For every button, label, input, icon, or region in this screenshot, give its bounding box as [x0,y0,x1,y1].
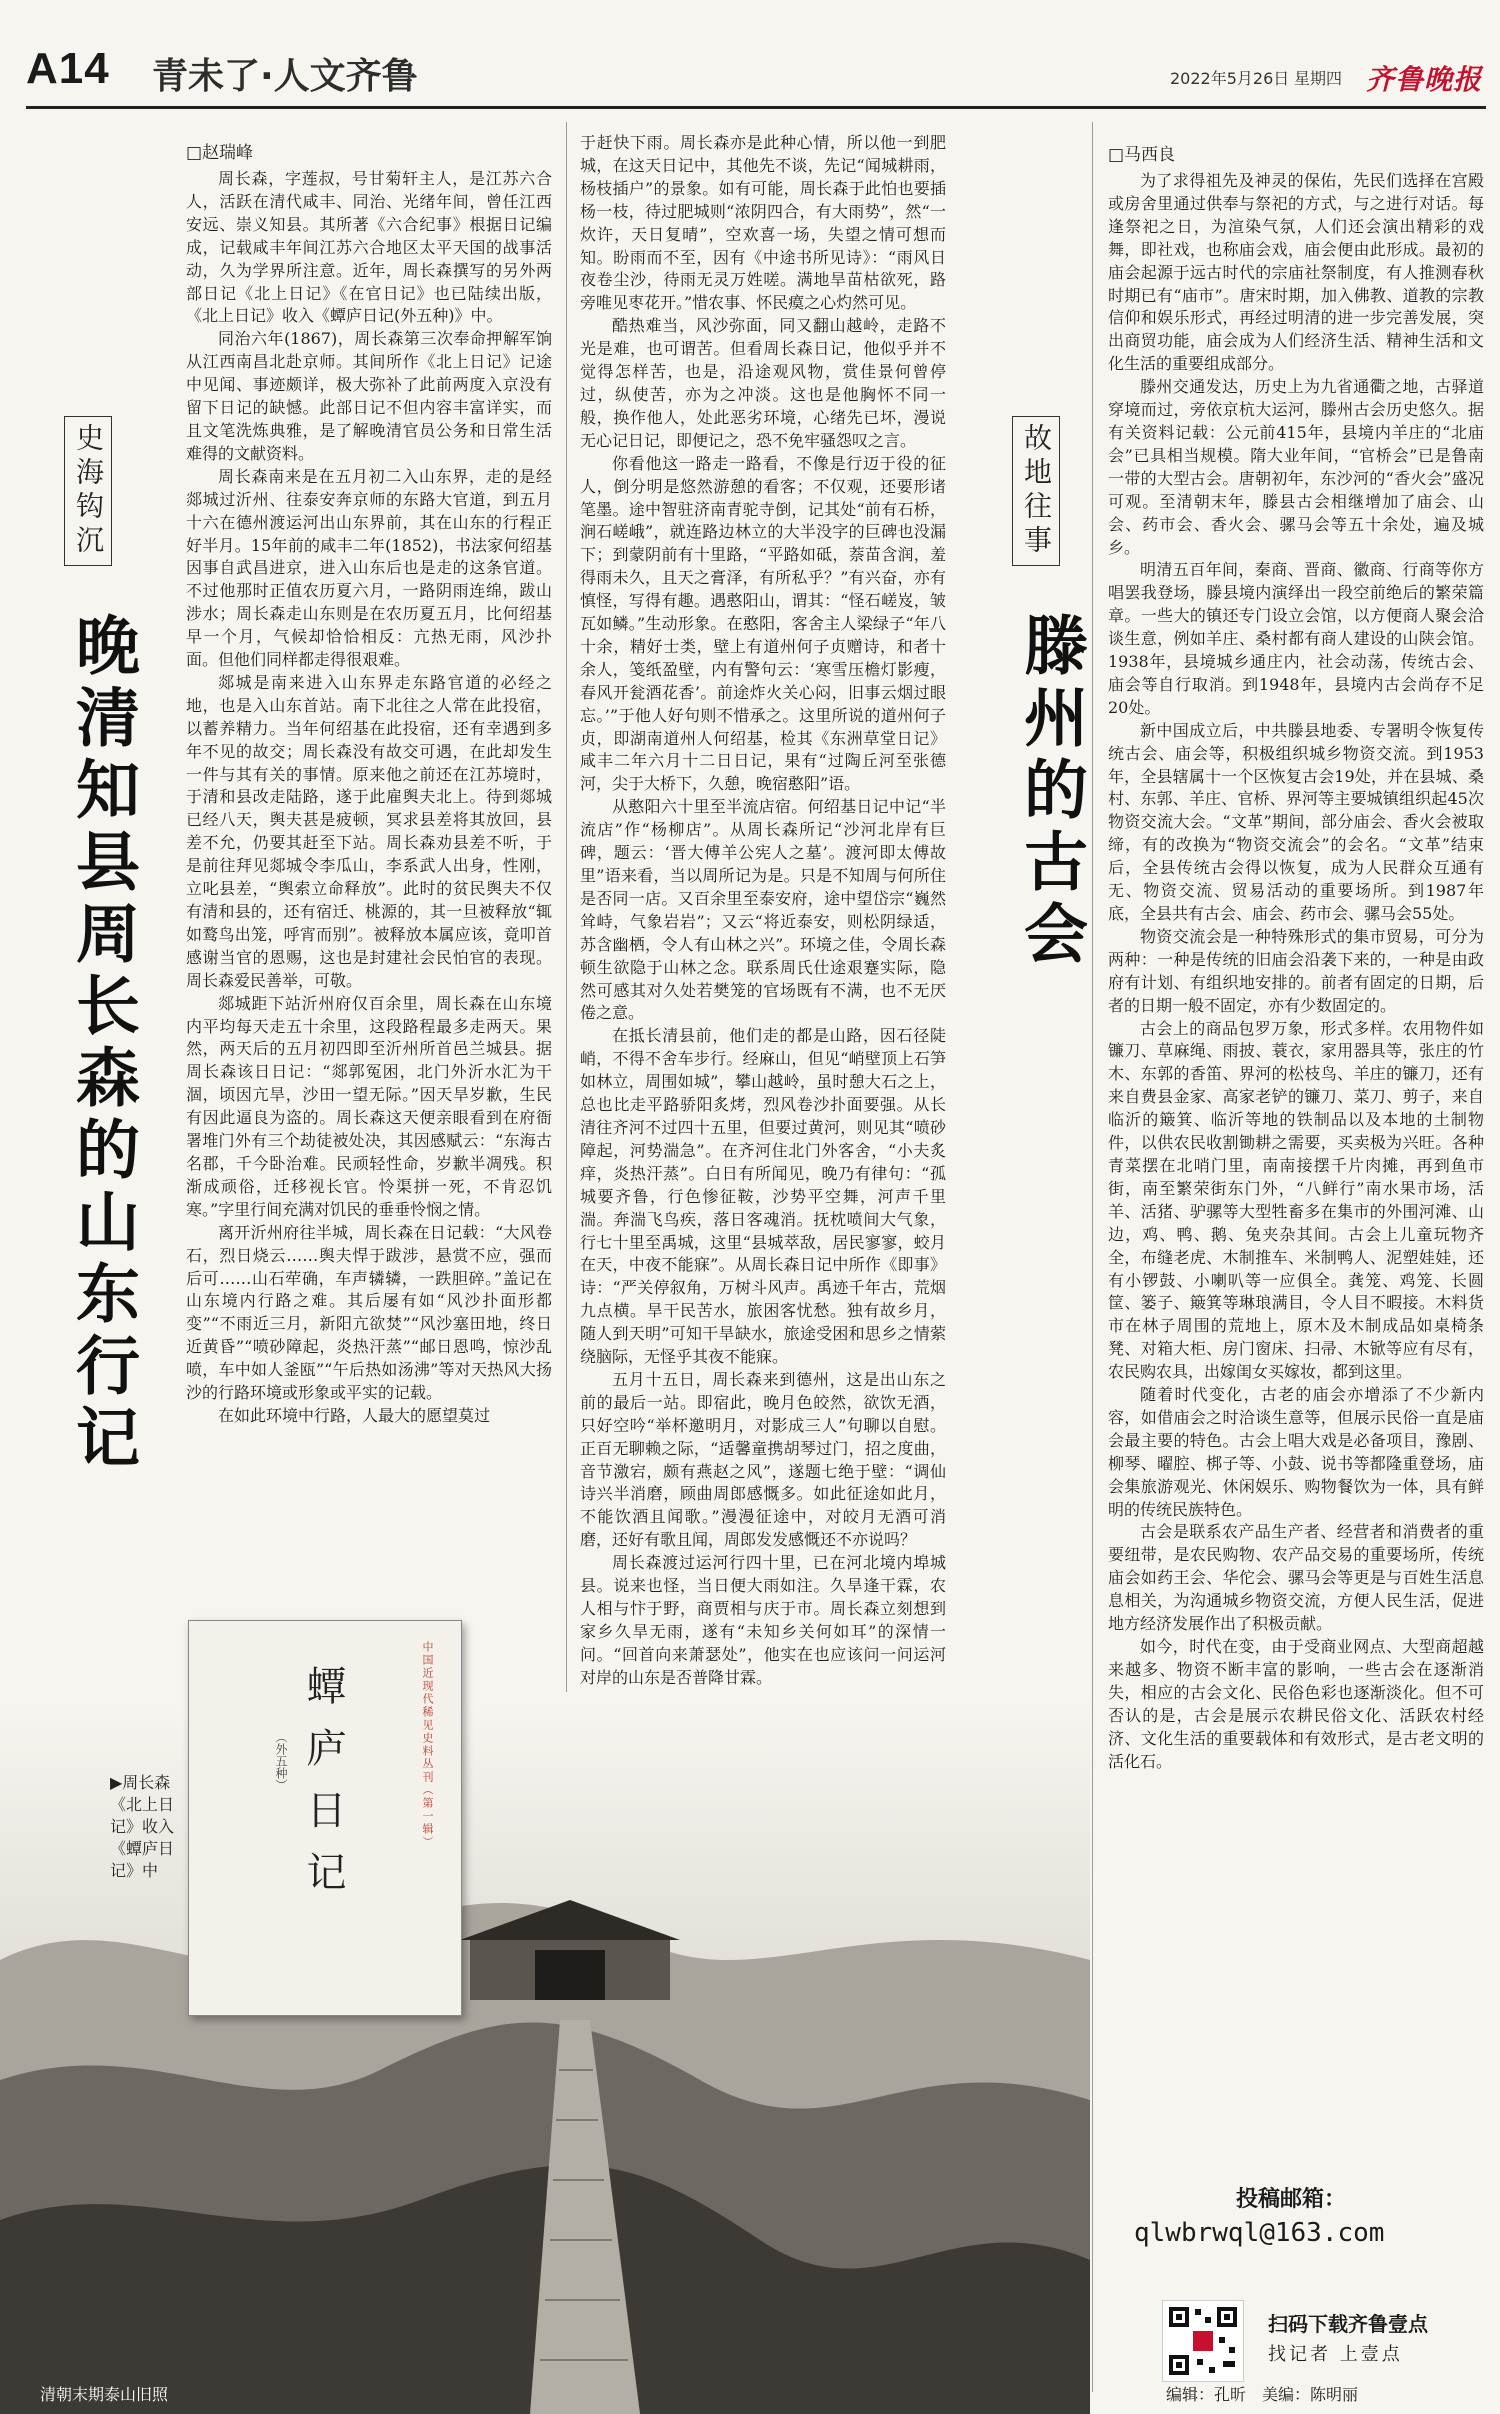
book-series: 中国近现代稀见史料丛刊（第一辑） [421,1641,434,1849]
paragraph: 明清五百年间，秦商、晋商、徽商、行商等你方唱罢我登场，滕县境内演绎出一段空前绝后的繁荣篇章。一些大的镇还专门设立会馆，以方便商人聚会洽谈生意，例如羊庄、桑村都有商人建设的山陕会馆。1938年，县境城乡通庄内，社会动荡，传统古会、庙会等自行取消。到1948年，县境内古会尚存不足20处。 [1108,560,1484,717]
paragraph: 滕州交通发达，历史上为九省通衢之地，古驿道穿境而过，旁依京杭大运河，滕州古会历史悠久。据有关资料记载：公元前415年，县境内羊庄的“北庙会”已具相当规模。隋大业年间，“官桥会”已是鲁南一带的大型古会。唐朝初年，东沙河的“香火会”盛况可观。至清朝末年，滕县古会相继增加了庙会、山会、药市会、香火会、骡马会等五十余处，遍及城乡。 [1108,377,1484,557]
editors-credit: 编辑：孔昕 美编：陈明丽 [1166,2385,1359,2404]
book-cover-image [188,1620,462,2016]
paragraph: 周长森渡过运河行四十里，已在河北境内埠城县。说来也怪，当日便大雨如注。久旱逢干霖，农人相与忭于野，商贾相与庆于市。周长森立刻想到家乡久旱无雨，遂有“未知乡关何如耳”的深情一问。“回首向来萧瑟处”，他实在也应该问一问运河对岸的山东是否普降甘霖。 [580,1553,946,1687]
qr-code-graphic [1163,2301,1243,2381]
paragraph: 离开沂州府往半城，周长森在日记载：“大风卷石，烈日烧云……舆夫悍于跋涉，悬赏不应，强而后可……山石荦确，车声辚辚，一跌胆碎。”盖记在山东境内行路之难。其后屡有如“风沙扑面形都变”“不雨近三月，新阳亢欲焚”“风沙塞田地，终日近黄昏”“喷砂障起，炎热汗蒸”“邮日恩鸣，惊沙乱喷，车中如人釜瓯”“午后热如汤沸”等对天热风大扬沙的行路环境或形象或平实的记载。 [186,1222,552,1403]
paragraph: 在抵长清县前，他们走的都是山路，因石径陡峭，不得不舍车步行。经麻山，但见“峭壁顶上石笋如林立，周围如城”，攀山越岭，虽时憩大石之上，总也比走平路骄阳炙烤，烈风卷沙扑面要强。从长清往齐河不过四十五里，但要过黄河，则见其“喷砂障起，河势湍急”。在齐河住北门外客舍，“小夫炙痒，炎热汗蒸”。白日有所闻见，晚乃有律句：“孤城要齐鲁，行色惨征鞍，沙势平空舞，河声千里湍。奔湍飞鸟疾，落日客魂消。抚枕喷间大气象，行七十里至禹城，这里“县城萃敌，居民寥寥，蛟月在天，中夜不能寐”。从周长森日记中所作《即事》诗：“严关停叙角，万树斗风声。禹迹千年古，荒烟九点横。旱干民苦水，旅困客忧愁。独有故乡月，随人到天明”可知干旱缺水，旅途受困和思乡之情萦绕脑际，无怪乎其夜不能寐。 [580,1026,946,1367]
book-subtitle: （外五种） [274,1731,288,1791]
contribution-email[interactable]: qlwbrwql@163.com [1134,2218,1385,2248]
article-body-col2 [580,132,946,1902]
article-author: □马西良 [1108,145,1176,165]
paragraph: 酷热难当，风沙弥面，同又翻山越岭，走路不光是难，也可谓苦。但看周长森日记，他似乎并不觉得怎样苦，也是，沿途观风物，赏佳景何曾停过，纵使苦，亦为之冲淡。这也是他胸怀不同一般，换作他人，处此恶劣环境，心绪先已坏，漫说无心记日记，即便记之，恐不免牢骚怨叹之言。 [580,316,946,450]
column-tag-history: 史海钩沉 [64,416,112,566]
paragraph: 五月十五日，周长森来到德州，这是出山东之前的最后一站。即宿此，晚月色皎然，欲饮无酒，只好空吟“举杯邀明月，对影成三人”句聊以自慰。正百无聊赖之际，“适馨童携胡琴过门，招之度曲，音节激宕，颇有燕赵之风”，遂题七绝于壁：“调仙诗兴半消磨，顾曲周郎感慨多。如此征途如此月，不能饮酒且闻歌。”漫漫征途中，对皎月无酒可消磨，还好有歌且闻，周郎发发感慨还不亦说吗？ [580,1369,946,1550]
article-body-col1 [186,168,552,1596]
paragraph: 物资交流会是一种特殊形式的集市贸易，可分为两种：一种是传统的旧庙会沿袭下来的，一种是由政府有计划、有组织地安排的。前者有固定的日期，后者的日期一般不固定，亦有少数固定的。 [1108,926,1484,1015]
paragraph: 为了求得祖先及神灵的保佑，先民们选择在宫殿或房舍里通过供奉与祭祀的方式，与之进行对话。每逢祭祀之日，为渲染气氛，人们还会演出精彩的戏舞，即社戏，也称庙会戏，庙会便由此形成。最初的庙会起源于远古时代的宗庙社祭制度，有人推测春秋时期已有“庙市”。唐宋时期，加入佛教、道教的宗教信仰和娱乐形式，再经过明清的进一步完善发展，突出商贸功能，庙会成为人们经济生活、精神生活和文化生活的重要组成部分。 [1108,171,1484,374]
paragraph: 新中国成立后，中共滕县地委、专署明令恢复传统古会、庙会等，积极组织城乡物资交流。到1953年，全县辖属十一个区恢复古会19处，并在县城、桑村、东郭、羊庄、官桥、界河等主要城镇组织起45次物资交流大会。“文革”期间，部分庙会、香火会被取缔，有的改换为“物资交流会”的会名。“文革”结束后，全县传统古会得以恢复，成为人民群众互通有无、物资交流、贸易活动的重要场所。到1987年底，全县共有古会、庙会、药市会、骡马会55处。 [1108,720,1484,923]
qr-slogan-text: 找记者 上壹点 [1268,2344,1403,2365]
paragraph: 在如此环境中行路，人最大的愿望莫过 [218,1405,491,1425]
newspaper-logo: 齐鲁晚报 [1366,63,1483,96]
paragraph: 于赶快下雨。周长森亦是此种心情，所以他一到肥城，在这天日记中，其他先不谈，先记“闻城耕雨，杨枝插户”的景象。如有可能，周长森于此怕也要插杨一枝，待过肥城则“浓阴四合，有大雨势”，然“一炊许，天日复晴”，空欢喜一场，失望之情可想而知。盼雨而不至，因有《中途书所见诗》：“雨风日夜卷尘沙，待雨无灵万姓嗟。满地旱苗枯欲死，路旁唯见枣花开。”惜农事、怀民瘼之心灼然可见。 [580,133,946,313]
column-divider [566,122,567,1692]
paragraph: 如今，时代在变，由于受商业网点、大型商超越来越多、物资不断丰富的影响，一些古会在逐渐消失，相应的古会文化、民俗色彩也逐渐淡化。但不可否认的是，古会是展示农耕民俗文化、活跃农村经济、文化生活的重要载体和有效形式，是古老文明的活化石。 [1108,1637,1484,1771]
article-title-tengzhou: 滕州的古会 [1013,612,1088,972]
paragraph: 郯城距下站沂州府仅百余里，周长森在山东境内平均每天走五十余里，这段路程最多走两天。果然，两天后的五月初四即至沂州所首邑兰城县。据周长森该日日记：“郯郭冤困，北门外沂水汇为干涸，顷因亢旱，沙田一望无际。”因天旱岁歉，生民有因此逼良为盗的。周长森这天便亲眼看到在府衙署堆门外有三个劫徒被处决，其因感赋云：“东海古名郡，千今卧治难。民顽轻性命，岁歉半凋残。积渐成顽俗，迁移视长官。怜渠拼一死，不肯忍饥寒。”字里行间充满对饥民的垂垂怜悯之情。 [186,993,552,1219]
paragraph: 古会上的商品包罗万象，形式多样。农用物件如镰刀、草麻绳、雨披、蓑衣，家用器具等，张庄的竹木、东郭的香笛、界河的松枝鸟、羊庄的镰刀，还有来自费县金家、高家老铲的镰刀、菜刀、剪子，来自临沂的簸箕、临沂等地的铁制品以及本地的土制物件，以供农民收割锄耕之需要，买卖极为兴旺。各种青菜摆在北哨门里，南南接摆千片肉摊，再到鱼市街，南至繁荣街东门外，“八鲜行”南水果市场，活羊、活猪、驴骡等大型牲畜多在集市的外围河滩、山边，鸡、鸭、鹅、兔夹杂其间。古会上儿童玩物齐全，布缝老虎、木制推车、米制鸭人、泥塑娃娃，还有小锣鼓、小喇叭等一应俱全。龚笼、鸡笼、长圆筐、篓子、簸箕等琳琅满目，令人目不暇接。木料货市在林子周围的荒地上，原木及木制成品如桌椅条凳、对箱大柜、房门窗床、扫帚、木锨等应有尽有，农民购农具，出嫁闺女买嫁妆，都到这里。 [1108,1018,1484,1382]
paragraph: 同治六年(1867)，周长森第三次奉命押解军饷从江西南昌北赴京师。其间所作《北上日记》记途中见闻、事迹颇详，极大弥补了此前两度入京没有留下日记的缺憾。此部日记不但内容丰富详实，而且文笔洗炼典雅，是了解晚清官员公务和日常生活难得的文献资料。 [186,329,552,463]
masthead [0,0,1500,120]
photo-caption: 清朝末期泰山旧照 [40,2385,169,2404]
paragraph: 你看他这一路走一路看，不像是行迈于役的征人，倒分明是悠然游憩的看客；不仅观，还要形诸笔墨。途中智驻济南青驼寺倒，记其处“前有石桥，涧石嵯峨”，就连路边林立的大半没字的巨碑也没漏下；到蒙阴前有十里路，“平路如砥，萘苗含润，羞得雨未久，且天之膏泽，有所私乎？”有兴奋，亦有慎怪，写得有趣。遇憨阳山，谓其：“怪石嵯岌，皱瓦如鳞。”生动形象。在憨阳，客舍主人梁绿子“年八十余，精好士类，壁上有道州何子贞赠诗，和者十余人，笺纸盈壁，内有警句云：‘寒雪压檐灯影瘦，春风开瓮酒花香’。前途炸火关心闷，旧事云烟过眼忘。’”于他人好句则不惜承之。这里所说的道州何子贞，即湖南道州人何绍基，检其《东洲草堂日记》咸丰二年六月十二日日记，果有“过陶丘河至张德河，尖于大桥下，久憩，晚宿憨阳”语。 [580,453,946,794]
paragraph: 周长森，字莲叔，号甘菊轩主人，是江苏六合人，活跃在清代咸丰、同治、光绪年间，曾任江西安远、崇义知县。其所著《六合纪事》根据日记编成，记载咸丰年间江苏六合地区太平天国的战事活动，久为学界所注意。近年，周长森撰写的另外两部日记《北上日记》《在官日记》也已陆续出版，《北上日记》收入《蟫庐日记(外五种)》中。 [186,169,552,326]
paragraph: 郯城是南来进入山东界走东路官道的必经之地，也是入山东首站。南下北往之人常在此投宿，以蓄养精力。当年何绍基在此投宿，还有幸遇到多年不见的故交；周长森没有故交可遇，在此却发生一件与其有关的事情。原来他之前还在江苏境时，于清和县改走陆路，遂于此雇舆夫北上。待到郯城已经八天，舆夫甚是疲顿，冥求县差将其放回，县差不允，仍要其赶至下站。周长森劝县差不听，于是前往拜见郯城令李瓜山，李系武人出身，性刚，立叱县差，“舆索立命释放”。此时的贫民舆夫不仅有清和县的，还有宿迁、桃源的，其一旦被释放“辄如鹜鸟出笼，呼宵而别”。被释放本属应该，竟叩首感谢当官的恩赐，这也是封建社会民怕官的表现。周长森爱民善举，可敬。 [186,672,552,990]
paragraph: 周长森南来是在五月初二入山东界，走的是经郯城过沂州、往泰安奔京师的东路大官道，到五月十六在德州渡运河出山东界前，其在山东的行程正好半月。15年前的咸丰二年(1852)，书法家何绍基因事自武昌进京，进入山东后也是走的这条官道。不过他那时正值农历夏六月，一路阴雨连绵，跋山涉水；周长森走山东则是在农历夏五月，比何绍基早一个月，气候却恰恰相反：亢热无雨，风沙扑面。但他们同样都走得很艰难。 [186,466,552,670]
page-number: A14 [26,44,110,93]
column-divider [1092,122,1093,2392]
article-author: □赵瑞峰 [186,143,254,163]
section-title: 青未了·人文齐鲁 [152,56,418,97]
column-tag-hometown: 故地往事 [1012,416,1060,566]
contribution-label: 投稿邮箱： [1236,2187,1347,2212]
paragraph: 从憨阳六十里至半流店宿。何绍基日记中记“半流店”作“杨柳店”。从周长森所记“沙河北岸有巨碑，题云：‘晋大傅羊公宪人之墓’。渡河即太傅故里”语来看，当以周所记为是。只是不知周与何所住是否同一店。又百余里至泰安府，途中望岱宗“巍然耸峙，气象岩岩”；又云“将近泰安，则松阴绿适，苏含幽栖，令人有山林之兴”。环境之佳，令周长森顿生欲隐于山林之念。联系周氏仕途艰蹇实际，隐然可感其对久处若樊笼的官场既有不满，也不无厌倦之意。 [580,797,946,1023]
book-caption: ▶周长森《北上日记》收入《蟫庐日记》中 [110,1773,175,1880]
book-title: 蟫庐日记 [300,1665,346,1913]
article-body-col3 [1108,170,1484,2168]
paragraph: 古会是联系农产品生产者、经营者和消费者的重要纽带，是农民购物、农产品交易的重要场所，传统庙会如药王会、华佗会、骡马会等更是与百姓生活息息相关，为沟通城乡物资交流，方便人民生活，促进地方经济发展作出了积极贡献。 [1108,1522,1484,1634]
header-rule [26,106,1486,109]
article-title-zhou: 晚清知县周长森的山东行记 [65,612,140,1476]
qr-download-text: 扫码下载齐鲁壹点 [1268,2312,1428,2336]
issue-weekday: 星期四 [1294,69,1343,88]
paragraph: 随着时代变化，古老的庙会亦增添了不少新内容，如借庙会之时洽谈生意等，但展示民俗一直是庙会最主要的特色。古会上唱大戏是必备项目，豫剧、柳琴、曜腔、梆子等、小鼓、说书等都隆重登场，庙会集旅游观光、休闲娱乐、购物餐饮为一体，具有鲜明的传统民族特色。 [1108,1385,1484,1519]
qr-code-icon[interactable] [1162,2300,1244,2382]
issue-date: 2022年5月26日 [1170,69,1290,88]
